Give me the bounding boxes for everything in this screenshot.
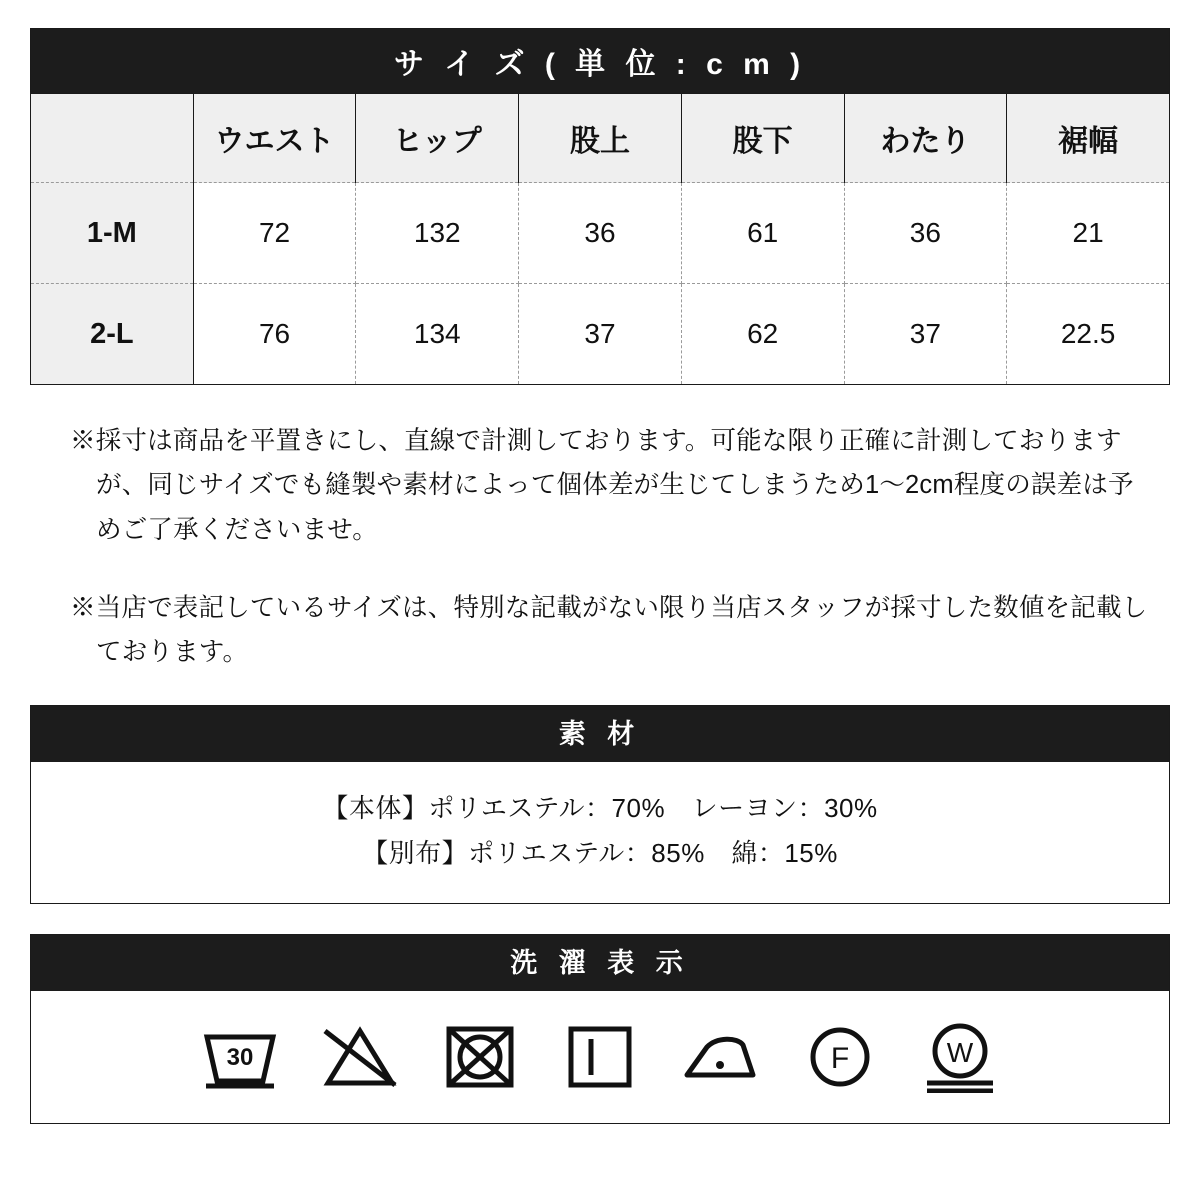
no-tumble-dry-icon [434, 1017, 526, 1097]
no-bleach-icon [314, 1017, 406, 1097]
size-table-title-row [31, 29, 1170, 94]
drip-dry-vertical-icon [554, 1017, 646, 1097]
row-label-1m: 1-M [31, 183, 194, 284]
svg-text:F: F [830, 1041, 850, 1075]
svg-text:W: W [946, 1036, 974, 1068]
cell-2l-hip: 134 [356, 284, 519, 385]
table-row [31, 284, 1170, 385]
care-title: 洗 濯 表 示 [31, 935, 1169, 991]
svg-text:30: 30 [226, 1043, 254, 1071]
cell-1m-inseam: 61 [681, 183, 844, 284]
size-table-title: サ イ ズ ( 単 位 : c m ) [31, 29, 1170, 94]
cell-2l-thigh: 37 [844, 284, 1007, 385]
care-symbols-row [31, 991, 1169, 1123]
size-table-corner-cell [31, 94, 194, 183]
row-label-2l: 2-L [31, 284, 194, 385]
column-header-rise: 股上 [519, 94, 682, 183]
column-header-inseam: 股下 [681, 94, 844, 183]
cell-2l-waist: 76 [193, 284, 356, 385]
cell-1m-thigh: 36 [844, 183, 1007, 284]
wetclean-w-icon [914, 1017, 1006, 1097]
column-header-waist: ウエスト [193, 94, 356, 183]
cell-2l-hem: 22.5 [1007, 284, 1170, 385]
iron-low-icon [674, 1017, 766, 1097]
table-row [31, 183, 1170, 284]
material-title: 素 材 [31, 706, 1169, 762]
cell-2l-rise: 37 [519, 284, 682, 385]
material-line-sub: 【別布】ポリエステル：85% 綿：15% [362, 838, 838, 869]
cell-2l-inseam: 62 [681, 284, 844, 385]
column-header-thigh: わたり [844, 94, 1007, 183]
material-block [30, 705, 1170, 904]
care-block [30, 934, 1170, 1124]
wash-30-icon [194, 1017, 286, 1097]
size-table [30, 28, 1170, 385]
dryclean-f-icon [794, 1017, 886, 1097]
note-measurement: ※採寸は商品を平置きにし、直線で計測しております。可能な限り正確に計測しておりますが、同じサイズでも縫製や素材によって個体差が生じてしまうため1〜2cm程度の誤差は予めご了承くださいませ。 [70, 427, 1134, 544]
cell-1m-hem: 21 [1007, 183, 1170, 284]
notes-section [30, 419, 1170, 675]
material-line-main: 【本体】ポリエステル：70% レーヨン：30% [322, 792, 878, 823]
column-header-hem: 裾幅 [1007, 94, 1170, 183]
cell-1m-hip: 132 [356, 183, 519, 284]
size-table-header-row [31, 94, 1170, 183]
note-staff-measured: ※当店で表記しているサイズは、特別な記載がない限り当店スタッフが採寸した数値を記載しております。 [70, 594, 1148, 667]
material-body [31, 762, 1169, 903]
cell-1m-rise: 36 [519, 183, 682, 284]
cell-1m-waist: 72 [193, 183, 356, 284]
column-header-hip: ヒップ [356, 94, 519, 183]
